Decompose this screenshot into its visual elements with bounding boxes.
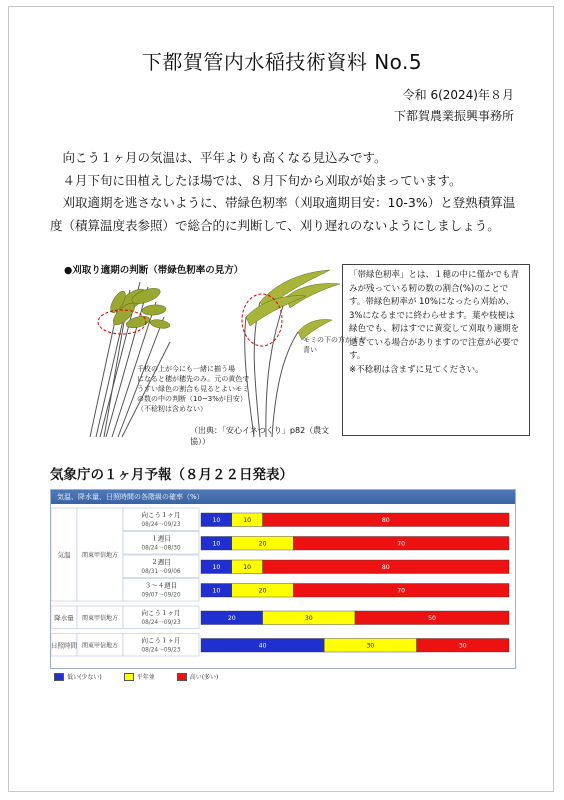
period-dates: 08/24～09/23 <box>141 647 181 654</box>
bar-value-label: 20 <box>258 587 267 595</box>
period-label: ２週目 <box>151 558 171 566</box>
period-dates: 08/24～09/23 <box>141 522 181 528</box>
group-label: 日照時間 <box>51 641 77 650</box>
legend-label: 高い(多い) <box>189 674 219 681</box>
group-label: 気温 <box>57 551 71 559</box>
bar-value-label: 80 <box>381 563 390 571</box>
bar-value-label: 10 <box>212 540 221 548</box>
bar-value-label: 50 <box>428 614 436 622</box>
issuing-office: 下都賀農業振興事務所 <box>393 109 514 123</box>
handwritten-note-left: 千枚の上が今にも一緒に揃う場 になると穂が穂先のみ。元の黄色で うすい緑色の割合も見るとよいモミ の数の中の判断（10~3%が目安） （不稔籾は含めない） <box>137 365 250 413</box>
bar-value-label: 20 <box>227 614 236 622</box>
bar-value-label: 40 <box>258 642 267 650</box>
explanation-box <box>342 264 530 436</box>
bar-value-label: 70 <box>397 587 406 595</box>
bar-value-label: 10 <box>212 587 221 595</box>
period-dates: 09/07～09/20 <box>141 592 181 599</box>
body-text <box>50 147 520 237</box>
bar-value-label: 30 <box>304 614 313 622</box>
period-label: １週目 <box>151 534 171 543</box>
bar-value-label: 10 <box>243 563 252 571</box>
bar-value-label: 20 <box>258 540 267 548</box>
bar-value-label: 80 <box>381 516 390 524</box>
illustration-heading: ●刈取り適期の判断（帯緑色籾率の見方） <box>64 265 244 276</box>
legend-swatch <box>177 673 187 681</box>
document-title: 下都賀管内水稲技術資料 No.5 <box>141 50 423 74</box>
period-dates: 08/31～09/06 <box>141 569 181 575</box>
paragraph-1: 向こう１ヶ月の気温は、平年よりも高くなる見込みです。 <box>62 150 387 165</box>
bar-value-label: 10 <box>212 516 221 524</box>
bar-value-label: 30 <box>458 642 467 650</box>
legend-item <box>54 672 102 681</box>
period-label: 向こう１ヶ月 <box>141 636 181 645</box>
group-label: 降水量 <box>54 613 74 622</box>
bar-value-label: 10 <box>243 516 252 524</box>
legend-item <box>124 672 155 681</box>
illustration-credit: （出典：「安心イネつくり」p82（農文協）） <box>190 426 330 446</box>
explanation-text: 「帯緑色籾率」とは、１穂の中に僅かでも青みが残っている籾の数の割合(%)のことです。帯緑色籾率が 10%になったら刈始め、3%になるまでに終わらせます。葉や枝梗は緑色でも、籾はすでに黄変して刈取り適期を過ぎている場合がありますので注意が必要です。 <box>349 270 520 361</box>
paragraph-2: ４月下旬に田植えしたほ場では、８月下旬から刈取が始まっています。 <box>62 172 462 188</box>
forecast-heading: 気象庁の１ヶ月予報（８月２２日発表） <box>50 467 293 483</box>
region-label: 関東甲信地方 <box>81 642 119 650</box>
legend-item <box>177 672 219 681</box>
explanation-note: ※不稔籾は含まずに見てください。 <box>349 364 484 375</box>
forecast-bars <box>51 504 515 668</box>
bar-value-label: 10 <box>212 563 221 571</box>
chart-legend <box>54 672 240 683</box>
paragraph-3: 刈取適期を逃さないように、帯緑色籾率（刈取適期目安：10-3%）と登熟積算温度（積算温度表参照）で総合的に判断して、刈り遅れのないようにしましょう。 <box>50 195 516 233</box>
legend-swatch <box>54 673 64 681</box>
legend-label: 低い(少ない) <box>67 674 102 681</box>
handwritten-note-right: モミの下の方がまだ 青い <box>303 336 366 354</box>
bar-value-label: 70 <box>397 540 406 548</box>
forecast-chart <box>50 489 516 669</box>
issue-date: 令和 6(2024)年８月 <box>402 88 514 102</box>
region-label: 関東甲信地方 <box>81 552 119 559</box>
legend-label: 平年並 <box>136 674 155 681</box>
period-dates: 08/24～08/30 <box>141 545 181 552</box>
period-label: 向こう１ヶ月 <box>141 609 181 617</box>
period-label: ３～４週目 <box>144 581 178 590</box>
legend-swatch <box>124 673 134 681</box>
bar-value-label: 30 <box>366 642 375 650</box>
region-label: 関東甲信地方 <box>81 614 119 622</box>
period-dates: 08/24～09/23 <box>141 620 181 626</box>
period-label: 向こう１ヶ月 <box>141 511 181 519</box>
chart-header: 気温、降水量、日照時間の各階級の確率（%） <box>51 490 515 504</box>
harvest-illustration <box>60 262 366 446</box>
